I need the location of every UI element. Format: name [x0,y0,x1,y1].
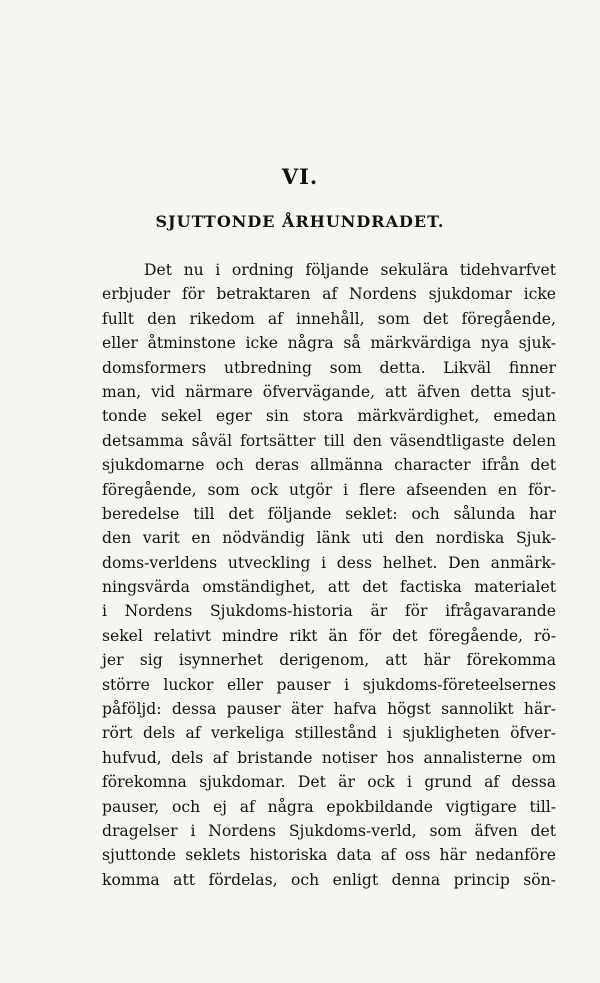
text-line: förekomna sjukdomar. Det är ock i grund af dessa [102,773,556,792]
text-line: den varit en nödvändig länk uti den nordiska Sjuk- [102,529,556,548]
text-line: rört dels af verkeliga stillestånd i sjukligheten öfver- [102,724,556,743]
text-line: sjuttonde seklets historiska data af oss här nedanföre [102,846,556,865]
text-line: sjukdomarne och deras allmänna character ifrån det [102,456,556,475]
chapter-number: VI. [281,164,319,189]
text-line: Det nu i ordning följande sekulära tidehvarfvet [144,261,556,279]
chapter-title: SJUTTONDE ÅRHUNDRADET. [155,212,445,231]
text-line: fullt den rikedom af innehåll, som det föregående, [102,309,556,328]
text-line: större luckor eller pauser i sjukdoms-företeelsernes [102,675,556,694]
text-line: i Nordens Sjukdoms-historia är för ifrågavarande [102,602,556,621]
text-line: beredelse till det följande seklet: och sålunda har [102,504,556,523]
text-line: eller åtminstone icke några så märkvärdiga nya sjuk- [102,334,556,353]
text-line: ningsvärda omständighet, att det factiska materialet [102,578,556,597]
text-line: jer sig isynnerhet derigenom, att här förekomma [102,651,556,670]
text-line: komma att fördelas, och enligt denna princip sön- [102,870,556,889]
text-line: domsformers utbredning som detta. Likväl finner [102,358,556,377]
text-line: påföljd: dessa pauser äter hafva högst sannolikt här- [102,700,556,719]
text-line: hufvud, dels af bristande notiser hos annalisterne om [102,748,556,767]
body-text [102,258,556,892]
text-line: erbjuder för betraktaren af Nordens sjukdomar icke [102,285,556,304]
text-line: föregående, som ock utgör i flere afseenden en för- [102,480,556,499]
text-line: tonde sekel eger sin stora märkvärdighet, emedan [102,407,556,426]
text-line: pauser, och ej af några epokbildande vigtigare till- [102,797,556,816]
text-line: dragelser i Nordens Sjukdoms-verld, som äfven det [102,821,556,840]
text-line: detsamma såväl fortsätter till den väsendtligaste delen [102,431,556,450]
text-line: sekel relativt mindre rikt än för det föregående, rö- [102,626,556,645]
text-line: doms-verldens utveckling i dess helhet. Den anmärk- [102,553,556,572]
text-line: man, vid närmare öfvervägande, att äfven detta sjut- [102,382,556,401]
